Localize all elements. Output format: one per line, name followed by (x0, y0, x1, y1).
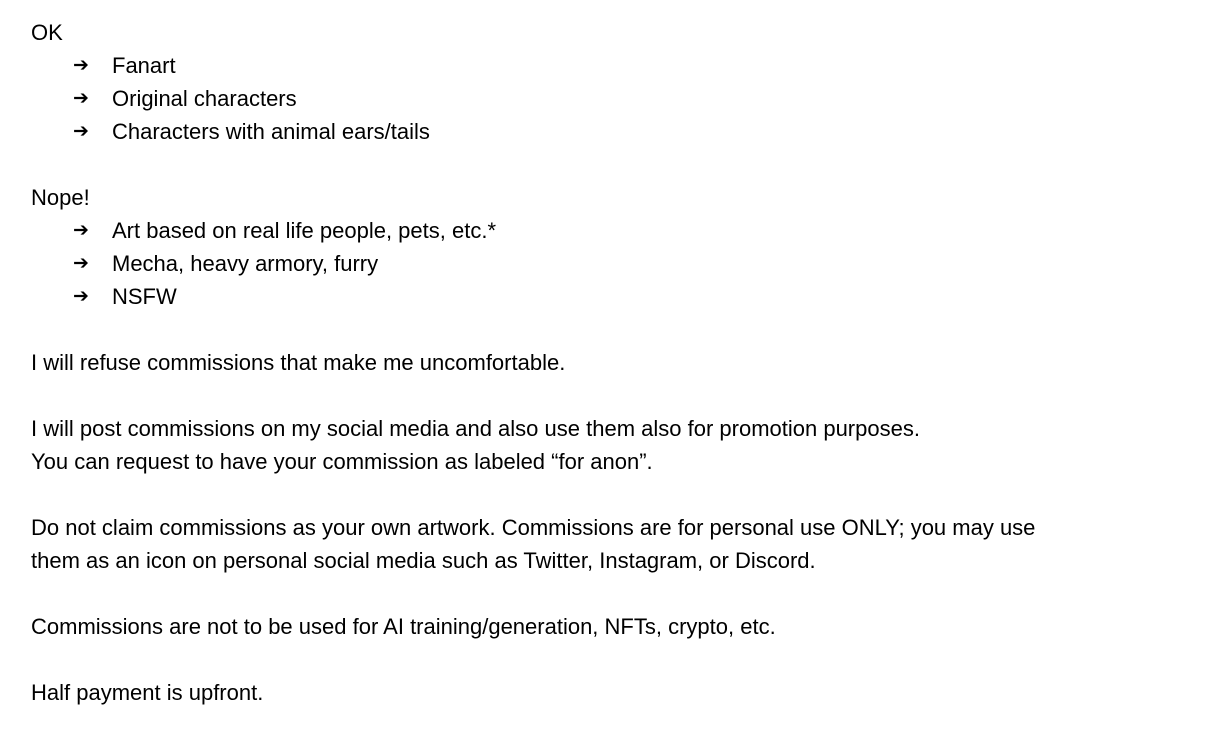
list-item-text: Original characters (112, 86, 297, 111)
list-item-text: Art based on real life people, pets, etc.* (112, 218, 497, 243)
list-item-text: Mecha, heavy armory, furry (112, 251, 379, 276)
refuse-paragraph: I will refuse commissions that make me uncomfortable. (31, 350, 566, 375)
arrow-right-icon: ➔ (73, 285, 89, 307)
arrow-right-icon: ➔ (73, 219, 89, 241)
list-item-text: NSFW (112, 284, 177, 309)
arrow-right-icon: ➔ (73, 120, 89, 142)
ok-list-item (31, 115, 1221, 148)
nope-heading: Nope! (31, 185, 90, 210)
usage-paragraph-line: Do not claim commissions as your own artwork. Commissions are for personal use ONLY; you may use (31, 515, 1036, 540)
arrow-right-icon: ➔ (73, 252, 89, 274)
payment-paragraph: Half payment is upfront. (31, 680, 264, 705)
nope-list-item (31, 214, 1221, 247)
arrow-right-icon: ➔ (73, 54, 89, 76)
ok-list-item (31, 82, 1221, 115)
list-item-text: Fanart (112, 53, 176, 78)
document-body (31, 16, 1221, 709)
posting-paragraph-line: You can request to have your commission as labeled “for anon”. (31, 449, 653, 474)
nope-list-item (31, 247, 1221, 280)
list-item-text: Characters with animal ears/tails (112, 119, 430, 144)
nope-list-item (31, 280, 1221, 313)
usage-paragraph-line: them as an icon on personal social media such as Twitter, Instagram, or Discord. (31, 548, 816, 573)
ok-list-item (31, 49, 1221, 82)
ok-heading: OK (31, 20, 63, 45)
posting-paragraph-line: I will post commissions on my social media and also use them also for promotion purposes. (31, 416, 920, 441)
arrow-right-icon: ➔ (73, 87, 89, 109)
ai-paragraph: Commissions are not to be used for AI training/generation, NFTs, crypto, etc. (31, 614, 776, 639)
